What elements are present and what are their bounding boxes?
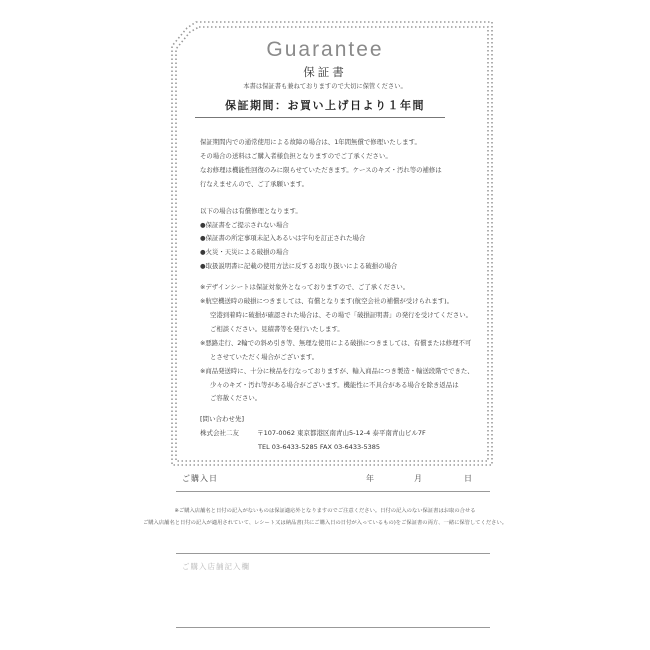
paid-repair-item: ●取扱説明書に記載の使用方法に反するお取り扱いによる破損の場合 xyxy=(200,262,398,271)
header-divider xyxy=(195,117,445,118)
day-label: 日 xyxy=(464,474,472,483)
note-line: ご容赦ください。 xyxy=(210,394,262,403)
note-line: ※デザインシートは保証対象外となっておりますので、ご了承ください。 xyxy=(200,283,410,292)
paid-repair-item: ●保証書の所定事項未記入あるいは字句を訂正された場合 xyxy=(200,234,366,243)
footnote-line: ※ご購入店舗名と日付の記入がないものは保証適応外となりますのでご注意ください。日付の記入のない保証書はお取の合せる xyxy=(174,508,476,514)
intro-line: その場合の送料はご購入者様負担となりますのでご了承ください。 xyxy=(200,151,392,160)
purchase-date-underline xyxy=(176,491,490,492)
month-label: 月 xyxy=(414,474,422,483)
contact-address-row xyxy=(200,427,490,441)
intro-line: 行なえませんので、ご了承願います。 xyxy=(200,179,308,188)
purchase-date-label: ご購入日 xyxy=(182,474,218,483)
store-field-bottom-line xyxy=(176,627,490,628)
keep-safe-note: 本書は保証書も兼ねておりますので大切に保管ください。 xyxy=(243,83,407,90)
paid-repair-intro: 以下の場合は有償修理となります。 xyxy=(200,206,302,215)
note-line: 空港到着時に破損が確認された場合は、その場で「破損証明書」の発行を受けてください。 xyxy=(210,310,473,319)
store-field-label: ご購入店舗記入欄 xyxy=(182,562,250,571)
year-label: 年 xyxy=(366,474,374,483)
terms-body xyxy=(200,136,490,455)
note-line: ※航空機送時の破損につきましては、有償となります(航空会社の補償が受けられます)。 xyxy=(200,297,454,306)
warranty-period: 保証期間：お買い上げ日より１年間 xyxy=(225,99,425,112)
notes-list xyxy=(200,281,490,406)
note-line: ※商品発送時に、十分に検品を行なっておりますが、輸入商品につき製造・輸送段階でできた、 xyxy=(200,366,474,375)
note-line: ※悪路走行、2輪での斜め引き等、無理な使用による破損につきましては、有償または修理不可 xyxy=(200,338,472,347)
company-phone: TEL 03-6433-5285 FAX 03-6433-5385 xyxy=(258,443,381,452)
footnote-line: ご購入店舗名と日付の記入が適用されていて、レシート又は納品書(共にご購入日の日付が入っているもの)をご保証書の両方、一緒に保管してください。 xyxy=(142,520,508,526)
contact-label: [問い合わせ先] xyxy=(200,415,245,424)
note-line: 少々のキズ・汚れ等がある場合がございます。機能性に不具合がある場合を除き返品は xyxy=(210,380,459,389)
intro-line: 保証期間内での通常使用による故障の場合は、1年間無償で修理いたします。 xyxy=(200,138,421,146)
title-japanese: 保証書 xyxy=(303,65,347,79)
paid-repair-item: ●保証書をご提示されない場合 xyxy=(200,220,289,229)
paid-repair-item: ●火災・天災による破損の場合 xyxy=(200,248,289,257)
title-english: Guarantee xyxy=(266,38,384,61)
company-address: 〒107-0062 東京都港区南青山5-12-4 泰平南青山ビル7F xyxy=(257,429,426,438)
note-line: とさせていただく場合がございます。 xyxy=(210,352,319,361)
company-name: 株式会社二友 xyxy=(200,429,239,438)
intro-line: なお修理は機能性回復のみに限らせていただきます。ケースのキズ・汚れ等の補修は xyxy=(200,165,442,174)
store-field-top-line xyxy=(176,553,490,554)
note-line: ご相談ください。見積書等を発行いたします。 xyxy=(210,324,344,333)
